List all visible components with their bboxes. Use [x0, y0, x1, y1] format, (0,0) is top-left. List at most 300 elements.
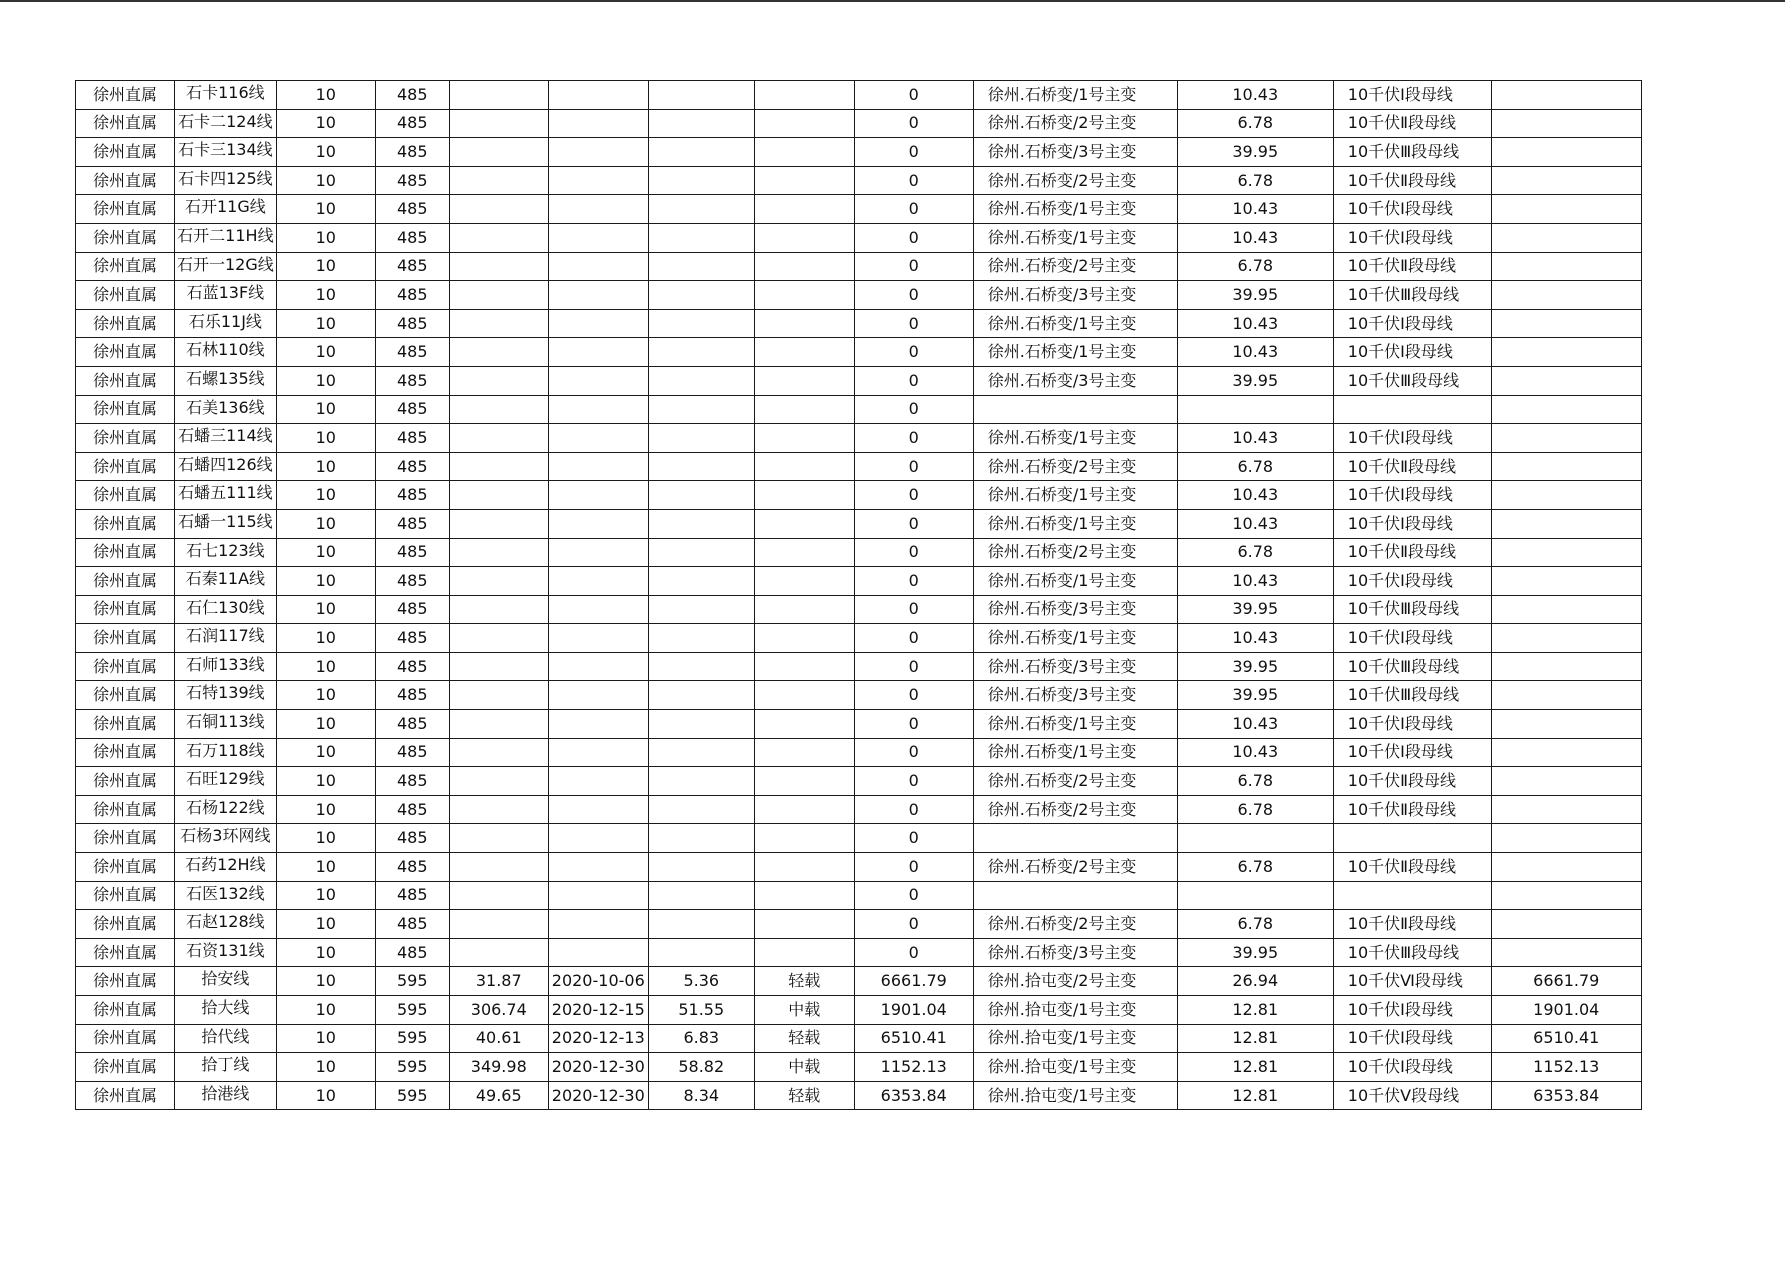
cell-transformer-value: 12.81 — [1177, 1053, 1333, 1082]
cell-transformer-value: 39.95 — [1177, 652, 1333, 681]
cell-date — [548, 395, 648, 424]
cell-load-status — [754, 452, 854, 481]
cell-date — [548, 281, 648, 310]
table-row — [76, 81, 1642, 110]
cell-load-status: 中载 — [754, 996, 854, 1025]
cell-available — [1491, 223, 1641, 252]
cell-unit: 徐州直属 — [76, 567, 175, 596]
cell-line-name: 石特139线 — [175, 681, 277, 710]
cell-busbar: 10千伏Ⅰ段母线 — [1333, 1024, 1491, 1053]
cell-remaining: 0 — [854, 795, 973, 824]
cell-unit: 徐州直属 — [76, 366, 175, 395]
cell-remaining: 6353.84 — [854, 1081, 973, 1110]
cell-available — [1491, 652, 1641, 681]
cell-remaining: 0 — [854, 395, 973, 424]
cell-transformer-value — [1177, 824, 1333, 853]
cell-load-status: 轻载 — [754, 1024, 854, 1053]
cell-transformer: 徐州.石桥变/2号主变 — [973, 910, 1177, 939]
cell-capacity: 485 — [375, 166, 449, 195]
cell-remaining: 0 — [854, 338, 973, 367]
cell-transformer: 徐州.石桥变/1号主变 — [973, 338, 1177, 367]
cell-capacity: 485 — [375, 281, 449, 310]
cell-voltage: 10 — [276, 81, 375, 110]
cell-load-rate — [648, 138, 754, 167]
cell-date — [548, 824, 648, 853]
cell-date — [548, 509, 648, 538]
cell-busbar: 10千伏Ⅱ段母线 — [1333, 853, 1491, 882]
cell-load — [449, 881, 548, 910]
cell-transformer: 徐州.石桥变/1号主变 — [973, 309, 1177, 338]
cell-load-status — [754, 109, 854, 138]
cell-remaining: 0 — [854, 81, 973, 110]
cell-voltage: 10 — [276, 767, 375, 796]
cell-transformer — [973, 824, 1177, 853]
table-row — [76, 853, 1642, 882]
table-row — [76, 281, 1642, 310]
cell-load-rate — [648, 223, 754, 252]
cell-transformer-value: 10.43 — [1177, 424, 1333, 453]
cell-load — [449, 109, 548, 138]
cell-load — [449, 824, 548, 853]
cell-load — [449, 938, 548, 967]
cell-unit: 徐州直属 — [76, 81, 175, 110]
cell-transformer: 徐州.拾屯变/1号主变 — [973, 1081, 1177, 1110]
cell-capacity: 485 — [375, 938, 449, 967]
cell-unit: 徐州直属 — [76, 252, 175, 281]
cell-unit: 徐州直属 — [76, 223, 175, 252]
cell-load-status — [754, 910, 854, 939]
cell-load — [449, 452, 548, 481]
cell-transformer: 徐州.石桥变/3号主变 — [973, 281, 1177, 310]
cell-line-name: 石七123线 — [175, 538, 277, 567]
cell-load-status — [754, 138, 854, 167]
cell-transformer-value: 6.78 — [1177, 109, 1333, 138]
cell-voltage: 10 — [276, 910, 375, 939]
table-row — [76, 109, 1642, 138]
cell-available — [1491, 252, 1641, 281]
cell-load-rate — [648, 366, 754, 395]
cell-date — [548, 452, 648, 481]
cell-date — [548, 223, 648, 252]
cell-load-status — [754, 223, 854, 252]
table-row — [76, 738, 1642, 767]
cell-line-name: 石蓝13F线 — [175, 281, 277, 310]
cell-voltage: 10 — [276, 681, 375, 710]
table-row — [76, 223, 1642, 252]
cell-remaining: 1152.13 — [854, 1053, 973, 1082]
cell-line-name: 石药12H线 — [175, 853, 277, 882]
table-row — [76, 681, 1642, 710]
cell-transformer: 徐州.石桥变/1号主变 — [973, 81, 1177, 110]
cell-remaining: 0 — [854, 710, 973, 739]
cell-load-rate — [648, 309, 754, 338]
cell-load-status — [754, 538, 854, 567]
cell-load-rate — [648, 81, 754, 110]
cell-line-name: 拾安线 — [175, 967, 277, 996]
table-row — [76, 824, 1642, 853]
cell-load-status: 轻载 — [754, 1081, 854, 1110]
cell-load-rate — [648, 338, 754, 367]
cell-remaining: 0 — [854, 767, 973, 796]
table-row — [76, 509, 1642, 538]
cell-transformer-value: 26.94 — [1177, 967, 1333, 996]
cell-load-rate — [648, 767, 754, 796]
cell-voltage: 10 — [276, 138, 375, 167]
cell-voltage: 10 — [276, 567, 375, 596]
cell-voltage: 10 — [276, 195, 375, 224]
cell-load-status — [754, 795, 854, 824]
cell-remaining: 0 — [854, 195, 973, 224]
cell-load-rate — [648, 710, 754, 739]
cell-available: 6353.84 — [1491, 1081, 1641, 1110]
cell-busbar: 10千伏Ⅱ段母线 — [1333, 767, 1491, 796]
cell-busbar: 10千伏Ⅰ段母线 — [1333, 710, 1491, 739]
cell-load — [449, 567, 548, 596]
cell-transformer-value: 39.95 — [1177, 366, 1333, 395]
cell-line-name: 石仁130线 — [175, 595, 277, 624]
cell-load — [449, 795, 548, 824]
cell-load-rate — [648, 881, 754, 910]
cell-load: 349.98 — [449, 1053, 548, 1082]
cell-voltage: 10 — [276, 738, 375, 767]
cell-busbar: 10千伏Ⅲ段母线 — [1333, 366, 1491, 395]
cell-available — [1491, 681, 1641, 710]
cell-load-rate — [648, 452, 754, 481]
cell-remaining: 0 — [854, 853, 973, 882]
cell-load-status — [754, 681, 854, 710]
table-row — [76, 996, 1642, 1025]
cell-load — [449, 652, 548, 681]
cell-voltage: 10 — [276, 710, 375, 739]
cell-voltage: 10 — [276, 309, 375, 338]
cell-available — [1491, 595, 1641, 624]
cell-voltage: 10 — [276, 881, 375, 910]
cell-transformer: 徐州.拾屯变/2号主变 — [973, 967, 1177, 996]
cell-load-rate — [648, 424, 754, 453]
cell-date — [548, 738, 648, 767]
cell-line-name: 石蟠四126线 — [175, 452, 277, 481]
cell-available — [1491, 338, 1641, 367]
cell-load-rate — [648, 252, 754, 281]
cell-voltage: 10 — [276, 538, 375, 567]
cell-load: 31.87 — [449, 967, 548, 996]
cell-busbar: 10千伏Ⅱ段母线 — [1333, 109, 1491, 138]
cell-available — [1491, 81, 1641, 110]
cell-transformer-value: 6.78 — [1177, 538, 1333, 567]
cell-unit: 徐州直属 — [76, 309, 175, 338]
cell-load-status — [754, 767, 854, 796]
cell-capacity: 485 — [375, 567, 449, 596]
cell-unit: 徐州直属 — [76, 424, 175, 453]
cell-transformer-value: 39.95 — [1177, 938, 1333, 967]
cell-date — [548, 853, 648, 882]
table-row — [76, 624, 1642, 653]
cell-busbar: 10千伏Ⅰ段母线 — [1333, 567, 1491, 596]
cell-transformer-value: 6.78 — [1177, 910, 1333, 939]
cell-unit: 徐州直属 — [76, 109, 175, 138]
cell-transformer-value: 39.95 — [1177, 138, 1333, 167]
cell-unit: 徐州直属 — [76, 938, 175, 967]
cell-transformer: 徐州.石桥变/3号主变 — [973, 366, 1177, 395]
cell-date — [548, 366, 648, 395]
cell-capacity: 485 — [375, 795, 449, 824]
cell-unit: 徐州直属 — [76, 595, 175, 624]
cell-transformer-value: 10.43 — [1177, 738, 1333, 767]
cell-capacity: 485 — [375, 481, 449, 510]
cell-line-name: 石医132线 — [175, 881, 277, 910]
cell-load-status — [754, 938, 854, 967]
cell-load-rate — [648, 395, 754, 424]
cell-transformer: 徐州.石桥变/1号主变 — [973, 567, 1177, 596]
cell-capacity: 485 — [375, 109, 449, 138]
top-border-rule — [0, 0, 1785, 2]
cell-available — [1491, 395, 1641, 424]
cell-capacity: 595 — [375, 1024, 449, 1053]
cell-capacity: 485 — [375, 853, 449, 882]
cell-date: 2020-10-06 — [548, 967, 648, 996]
cell-unit: 徐州直属 — [76, 1081, 175, 1110]
cell-load-rate — [648, 281, 754, 310]
table-row — [76, 252, 1642, 281]
cell-transformer: 徐州.石桥变/2号主变 — [973, 452, 1177, 481]
cell-load-rate — [648, 109, 754, 138]
cell-transformer-value: 10.43 — [1177, 710, 1333, 739]
cell-transformer-value: 10.43 — [1177, 481, 1333, 510]
cell-transformer-value: 12.81 — [1177, 1081, 1333, 1110]
cell-transformer-value: 39.95 — [1177, 281, 1333, 310]
cell-date — [548, 567, 648, 596]
cell-busbar: 10千伏Ⅰ段母线 — [1333, 1053, 1491, 1082]
cell-date — [548, 109, 648, 138]
cell-capacity: 485 — [375, 538, 449, 567]
cell-load-status — [754, 395, 854, 424]
cell-voltage: 10 — [276, 223, 375, 252]
cell-voltage: 10 — [276, 452, 375, 481]
cell-capacity: 595 — [375, 1081, 449, 1110]
cell-line-name: 石卡二124线 — [175, 109, 277, 138]
cell-load-status — [754, 366, 854, 395]
cell-busbar: 10千伏Ⅱ段母线 — [1333, 452, 1491, 481]
cell-line-name: 石资131线 — [175, 938, 277, 967]
cell-available — [1491, 366, 1641, 395]
cell-busbar: 10千伏Ⅰ段母线 — [1333, 624, 1491, 653]
cell-unit: 徐州直属 — [76, 881, 175, 910]
cell-load-status — [754, 424, 854, 453]
cell-available — [1491, 567, 1641, 596]
cell-load — [449, 853, 548, 882]
cell-line-name: 拾大线 — [175, 996, 277, 1025]
table-row — [76, 595, 1642, 624]
cell-voltage: 10 — [276, 938, 375, 967]
cell-load-status — [754, 853, 854, 882]
cell-date — [548, 481, 648, 510]
cell-remaining: 0 — [854, 824, 973, 853]
cell-load-rate: 8.34 — [648, 1081, 754, 1110]
cell-remaining: 0 — [854, 281, 973, 310]
cell-unit: 徐州直属 — [76, 538, 175, 567]
cell-date — [548, 138, 648, 167]
cell-busbar: 10千伏Ⅴ段母线 — [1333, 1081, 1491, 1110]
cell-available: 1152.13 — [1491, 1053, 1641, 1082]
cell-date — [548, 424, 648, 453]
cell-date — [548, 338, 648, 367]
cell-line-name: 石杨3环网线 — [175, 824, 277, 853]
table-row — [76, 195, 1642, 224]
cell-available — [1491, 738, 1641, 767]
cell-date — [548, 681, 648, 710]
cell-remaining: 0 — [854, 166, 973, 195]
cell-date — [548, 595, 648, 624]
cell-load-status — [754, 509, 854, 538]
cell-voltage: 10 — [276, 252, 375, 281]
cell-load: 40.61 — [449, 1024, 548, 1053]
cell-load-status — [754, 738, 854, 767]
cell-load-rate — [648, 910, 754, 939]
table-row — [76, 938, 1642, 967]
cell-busbar: 10千伏Ⅰ段母线 — [1333, 223, 1491, 252]
cell-available — [1491, 538, 1641, 567]
cell-transformer-value: 6.78 — [1177, 853, 1333, 882]
cell-line-name: 石螺135线 — [175, 366, 277, 395]
cell-load — [449, 81, 548, 110]
cell-available: 1901.04 — [1491, 996, 1641, 1025]
cell-capacity: 485 — [375, 424, 449, 453]
cell-transformer: 徐州.石桥变/1号主变 — [973, 195, 1177, 224]
cell-busbar: 10千伏Ⅲ段母线 — [1333, 138, 1491, 167]
cell-busbar: 10千伏Ⅱ段母线 — [1333, 538, 1491, 567]
cell-unit: 徐州直属 — [76, 738, 175, 767]
cell-remaining: 1901.04 — [854, 996, 973, 1025]
cell-busbar — [1333, 881, 1491, 910]
cell-line-name: 石秦11A线 — [175, 567, 277, 596]
table-row — [76, 338, 1642, 367]
cell-load-status — [754, 309, 854, 338]
cell-voltage: 10 — [276, 338, 375, 367]
cell-load — [449, 281, 548, 310]
table-row — [76, 567, 1642, 596]
cell-unit: 徐州直属 — [76, 910, 175, 939]
cell-busbar: 10千伏Ⅱ段母线 — [1333, 910, 1491, 939]
cell-transformer-value: 6.78 — [1177, 252, 1333, 281]
cell-busbar: 10千伏Ⅰ段母线 — [1333, 996, 1491, 1025]
cell-busbar: 10千伏Ⅲ段母线 — [1333, 652, 1491, 681]
cell-transformer-value: 6.78 — [1177, 166, 1333, 195]
cell-load-status — [754, 710, 854, 739]
cell-line-name: 石铜113线 — [175, 710, 277, 739]
cell-transformer: 徐州.石桥变/2号主变 — [973, 795, 1177, 824]
cell-remaining: 0 — [854, 595, 973, 624]
cell-load: 49.65 — [449, 1081, 548, 1110]
cell-capacity: 485 — [375, 81, 449, 110]
cell-available — [1491, 281, 1641, 310]
cell-remaining: 0 — [854, 538, 973, 567]
cell-line-name: 拾港线 — [175, 1081, 277, 1110]
cell-available — [1491, 195, 1641, 224]
cell-capacity: 595 — [375, 996, 449, 1025]
cell-available: 6661.79 — [1491, 967, 1641, 996]
cell-load — [449, 481, 548, 510]
cell-date — [548, 252, 648, 281]
cell-voltage: 10 — [276, 595, 375, 624]
cell-transformer: 徐州.石桥变/1号主变 — [973, 223, 1177, 252]
cell-load-rate — [648, 795, 754, 824]
cell-available — [1491, 881, 1641, 910]
cell-transformer-value: 39.95 — [1177, 595, 1333, 624]
cell-transformer-value: 10.43 — [1177, 309, 1333, 338]
cell-remaining: 0 — [854, 881, 973, 910]
cell-transformer-value: 10.43 — [1177, 624, 1333, 653]
cell-load — [449, 195, 548, 224]
cell-voltage: 10 — [276, 1081, 375, 1110]
cell-available — [1491, 481, 1641, 510]
cell-load — [449, 681, 548, 710]
cell-load — [449, 910, 548, 939]
cell-unit: 徐州直属 — [76, 652, 175, 681]
cell-voltage: 10 — [276, 166, 375, 195]
cell-voltage: 10 — [276, 1024, 375, 1053]
cell-busbar: 10千伏Ⅰ段母线 — [1333, 81, 1491, 110]
cell-capacity: 485 — [375, 738, 449, 767]
cell-line-name: 拾代线 — [175, 1024, 277, 1053]
cell-load — [449, 309, 548, 338]
cell-busbar: 10千伏Ⅲ段母线 — [1333, 938, 1491, 967]
cell-load-rate: 6.83 — [648, 1024, 754, 1053]
cell-transformer: 徐州.石桥变/1号主变 — [973, 624, 1177, 653]
cell-date — [548, 166, 648, 195]
cell-unit: 徐州直属 — [76, 967, 175, 996]
table-row — [76, 1053, 1642, 1082]
cell-load-rate: 51.55 — [648, 996, 754, 1025]
cell-busbar: 10千伏Ⅲ段母线 — [1333, 681, 1491, 710]
cell-capacity: 485 — [375, 338, 449, 367]
cell-unit: 徐州直属 — [76, 767, 175, 796]
cell-transformer: 徐州.石桥变/1号主变 — [973, 481, 1177, 510]
cell-voltage: 10 — [276, 395, 375, 424]
cell-available — [1491, 853, 1641, 882]
cell-line-name: 石杨122线 — [175, 795, 277, 824]
cell-remaining: 0 — [854, 481, 973, 510]
cell-load-status: 中载 — [754, 1053, 854, 1082]
cell-transformer: 徐州.拾屯变/1号主变 — [973, 996, 1177, 1025]
cell-date — [548, 910, 648, 939]
cell-load-rate — [648, 652, 754, 681]
cell-load-rate — [648, 538, 754, 567]
cell-capacity: 485 — [375, 138, 449, 167]
cell-available — [1491, 309, 1641, 338]
cell-load — [449, 538, 548, 567]
cell-transformer: 徐州.石桥变/3号主变 — [973, 652, 1177, 681]
cell-line-name: 石林110线 — [175, 338, 277, 367]
cell-load-rate: 58.82 — [648, 1053, 754, 1082]
cell-load-status — [754, 281, 854, 310]
cell-line-name: 石旺129线 — [175, 767, 277, 796]
cell-capacity: 485 — [375, 681, 449, 710]
cell-available — [1491, 424, 1641, 453]
cell-remaining: 0 — [854, 681, 973, 710]
table-row — [76, 366, 1642, 395]
cell-line-name: 石开11G线 — [175, 195, 277, 224]
cell-capacity: 485 — [375, 910, 449, 939]
cell-voltage: 10 — [276, 424, 375, 453]
cell-load-status — [754, 881, 854, 910]
cell-transformer-value — [1177, 881, 1333, 910]
table-row — [76, 881, 1642, 910]
table-row — [76, 424, 1642, 453]
cell-transformer-value: 6.78 — [1177, 452, 1333, 481]
cell-remaining: 0 — [854, 252, 973, 281]
cell-remaining: 0 — [854, 509, 973, 538]
table-row — [76, 1081, 1642, 1110]
